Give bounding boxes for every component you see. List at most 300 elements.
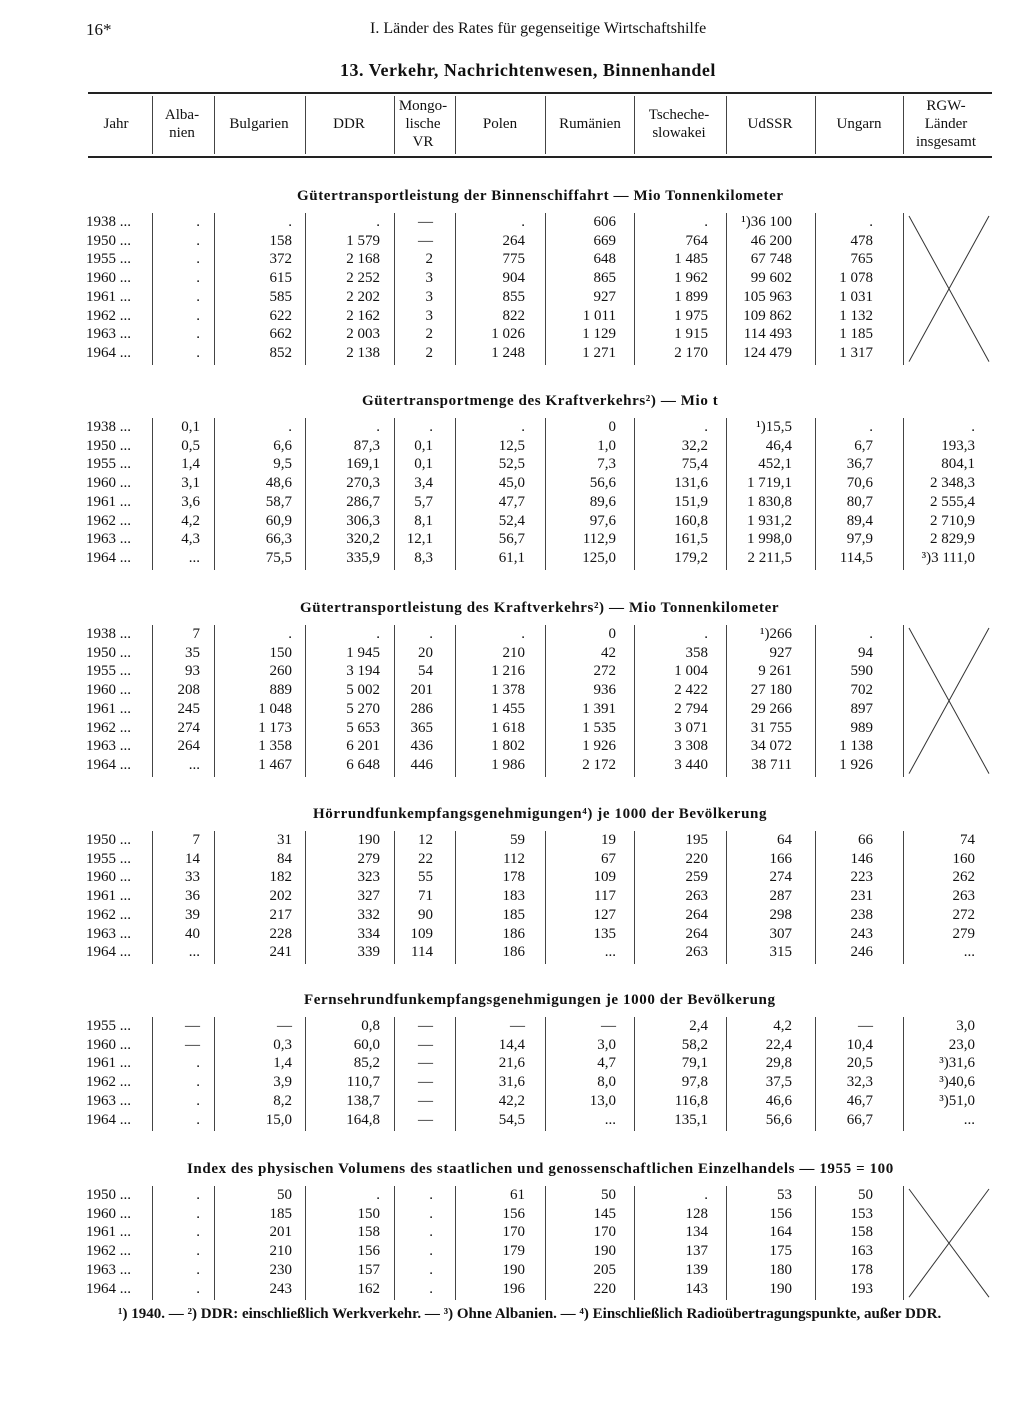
table-cell-mon: 2 (425, 344, 433, 361)
table-cell-alb: 35 (185, 644, 200, 661)
table-cell-mon: — (418, 232, 433, 249)
row-year: 1963 ... (86, 326, 131, 343)
table-cell-ddr: . (376, 1187, 380, 1203)
table-cell-tsc: 3 308 (674, 738, 708, 755)
table-cell-rum: 936 (593, 682, 616, 699)
header-separator (634, 96, 635, 154)
table-cell-alb: 3,6 (181, 493, 200, 510)
table-cell-rum: 927 (593, 288, 616, 305)
table-cell-ung: 478 (850, 232, 873, 249)
table-cell-rum: 7,3 (597, 456, 616, 473)
table-cell-tsc: 264 (685, 906, 708, 923)
row-year: 1964 ... (86, 1111, 131, 1128)
table-cell-mon: 20 (418, 644, 433, 661)
table-cell-pol: — (510, 1018, 525, 1034)
table-cell-rum: 8,0 (597, 1074, 616, 1091)
table-cell-rgw: ... (963, 944, 975, 961)
table-cell-alb: ... (188, 549, 200, 566)
row-year: 1950 ... (86, 644, 131, 661)
table-cell-alb: . (196, 326, 200, 343)
table-cell-pol: 1 026 (491, 326, 525, 343)
table-cell-mon: 446 (410, 756, 433, 773)
table-cell-rum: 1 271 (582, 344, 616, 361)
table-cell-rgw: 263 (952, 888, 975, 905)
table-cell-uds: ¹)266 (760, 626, 792, 642)
header-separator (455, 96, 456, 154)
table-cell-ddr: 60,0 (353, 1036, 380, 1053)
table-cell-pol: 12,5 (498, 437, 525, 454)
row-year: 1955 ... (86, 251, 131, 268)
table-cell-rgw: 279 (952, 925, 975, 942)
table-cell-ddr: 157 (357, 1261, 380, 1278)
row-year: 1938 ... (86, 419, 131, 435)
table-cell-tsc: 1 004 (674, 663, 708, 680)
table-cell-rgw: 74 (960, 832, 975, 848)
table-cell-ddr: 1 579 (346, 232, 380, 249)
table-cell-ddr: 6 648 (346, 756, 380, 773)
table-cell-tsc: 2 422 (674, 682, 708, 699)
not-applicable-cross (905, 1187, 995, 1299)
table-cell-mon: 365 (410, 719, 433, 736)
header-separator (726, 96, 727, 154)
table-cell-mon: — (418, 1036, 433, 1053)
table-cell-bul: 15,0 (265, 1111, 292, 1128)
table-cell-alb: . (196, 344, 200, 361)
table-cell-alb: . (196, 1261, 200, 1278)
row-year: 1962 ... (86, 906, 131, 923)
table-cell-ddr: 150 (357, 1205, 380, 1222)
table-cell-bul: 185 (269, 1205, 292, 1222)
table-cell-uds: 1 719,1 (747, 475, 792, 492)
column-separator (545, 213, 546, 365)
table-cell-tsc: 1 962 (674, 270, 708, 287)
running-head: I. Länder des Rates für gegenseitige Wirtschaftshilfe (370, 20, 707, 37)
table-cell-alb: 0,1 (181, 419, 200, 435)
table-cell-pol: 1 802 (491, 738, 525, 755)
table-cell-rum: 0 (608, 626, 616, 642)
table-cell-uds: 298 (769, 906, 792, 923)
section-title: Gütertransportleistung der Binnenschiffahrt — Mio Tonnenkilometer (297, 188, 784, 204)
table-cell-rum: 865 (593, 270, 616, 287)
table-cell-uds: 31 755 (750, 719, 792, 736)
table-cell-rum: 1 011 (582, 307, 616, 324)
table-cell-mon: 5,7 (414, 493, 433, 510)
table-cell-tsc: 263 (685, 944, 708, 961)
table-cell-tsc: 137 (685, 1243, 708, 1260)
table-cell-alb: . (196, 1224, 200, 1241)
column-separator (152, 625, 153, 777)
table-cell-ung: 1 078 (839, 270, 873, 287)
header-separator (545, 96, 546, 154)
table-cell-rum: 89,6 (589, 493, 616, 510)
table-cell-bul: 1 048 (258, 700, 292, 717)
table-cell-uds: 190 (769, 1280, 792, 1297)
table-cell-tsc: 2 170 (674, 344, 708, 361)
table-cell-tsc: 97,8 (681, 1074, 708, 1091)
table-cell-mon: — (418, 1111, 433, 1128)
table-cell-uds: 452,1 (758, 456, 792, 473)
table-cell-pol: 1 455 (491, 700, 525, 717)
column-separator (634, 418, 635, 570)
header-top-rule (88, 92, 992, 94)
table-cell-mon: . (429, 1280, 433, 1297)
table-cell-rgw: 804,1 (941, 456, 975, 473)
table-cell-pol: . (521, 214, 525, 230)
table-cell-bul: 852 (269, 344, 292, 361)
table-cell-uds: 109 862 (743, 307, 792, 324)
table-cell-uds: 53 (777, 1187, 792, 1203)
table-cell-pol: 56,7 (498, 531, 525, 548)
table-cell-bul: 615 (269, 270, 292, 287)
table-cell-alb: 0,5 (181, 437, 200, 454)
column-separator (152, 418, 153, 570)
table-cell-pol: 1 618 (491, 719, 525, 736)
table-cell-bul: 1,4 (273, 1055, 292, 1072)
table-cell-pol: 1 216 (491, 663, 525, 680)
row-year: 1950 ... (86, 232, 131, 249)
footnote: ¹) 1940. — ²) DDR: einschließlich Werkverkehr. — ³) Ohne Albanien. — ⁴) Einschließlich Radioübertragungspunkte, außer DDR. (118, 1306, 942, 1322)
table-cell-pol: 186 (502, 925, 525, 942)
column-separator (214, 418, 215, 570)
table-cell-bul: 889 (269, 682, 292, 699)
table-cell-pol: 179 (502, 1243, 525, 1260)
table-cell-ddr: 270,3 (346, 475, 380, 492)
column-separator (634, 213, 635, 365)
table-cell-mon: — (418, 1092, 433, 1109)
table-cell-mon: . (429, 1187, 433, 1203)
column-header-ddr: DDR (333, 116, 365, 132)
table-cell-alb: 3,1 (181, 475, 200, 492)
table-cell-uds: 46,4 (765, 437, 792, 454)
table-cell-pol: 904 (502, 270, 525, 287)
column-separator (726, 213, 727, 365)
table-cell-uds: 46 200 (750, 232, 792, 249)
table-cell-rgw: 262 (952, 869, 975, 886)
table-cell-alb: 36 (185, 888, 200, 905)
table-cell-pol: 61 (510, 1187, 525, 1203)
table-cell-uds: 2 211,5 (747, 549, 792, 566)
table-cell-alb: 208 (177, 682, 200, 699)
table-cell-rum: 1,0 (597, 437, 616, 454)
table-cell-rum: 1 535 (582, 719, 616, 736)
table-cell-ddr: 5 270 (346, 700, 380, 717)
table-cell-rgw: ³)51,0 (939, 1092, 975, 1109)
table-cell-ddr: 2 252 (346, 270, 380, 287)
column-separator (726, 625, 727, 777)
table-cell-ddr: 164,8 (346, 1111, 380, 1128)
table-cell-mon: 114 (411, 944, 433, 961)
table-cell-tsc: . (704, 1187, 708, 1203)
table-cell-tsc: 131,6 (674, 475, 708, 492)
table-cell-alb: . (196, 232, 200, 249)
table-cell-tsc: 264 (685, 925, 708, 942)
table-cell-uds: 274 (769, 869, 792, 886)
table-cell-bul: 201 (269, 1224, 292, 1241)
table-cell-alb: ... (188, 944, 200, 961)
table-cell-ddr: . (376, 419, 380, 435)
column-header-mon: Mongo- lische VR (398, 98, 448, 150)
table-cell-uds: 34 072 (750, 738, 792, 755)
table-cell-mon: 2 (425, 326, 433, 343)
table-cell-uds: 9 261 (758, 663, 792, 680)
row-year: 1961 ... (86, 493, 131, 510)
table-cell-rgw: 272 (952, 906, 975, 923)
table-cell-mon: 12 (418, 832, 433, 848)
column-header-uds: UdSSR (747, 116, 793, 132)
column-header-bul: Bulgarien (229, 116, 289, 132)
column-separator (815, 418, 816, 570)
table-cell-rum: 109 (593, 869, 616, 886)
header-separator (903, 96, 904, 154)
column-separator (455, 1017, 456, 1131)
table-cell-tsc: 3 440 (674, 756, 708, 773)
row-year: 1960 ... (86, 869, 131, 886)
table-cell-ung: 158 (850, 1224, 873, 1241)
table-cell-rum: 4,7 (597, 1055, 616, 1072)
table-cell-bul: — (277, 1018, 292, 1034)
column-header-rum: Rumänien (559, 116, 621, 132)
table-cell-ddr: 0,8 (361, 1018, 380, 1034)
table-cell-ddr: 335,9 (346, 549, 380, 566)
table-cell-ddr: 306,3 (346, 512, 380, 529)
column-separator (394, 1017, 395, 1131)
table-cell-ung: 1 138 (839, 738, 873, 755)
table-cell-uds: 99 602 (750, 270, 792, 287)
row-year: 1950 ... (86, 437, 131, 454)
table-cell-alb: . (196, 1280, 200, 1297)
table-cell-ung: 66,7 (846, 1111, 873, 1128)
column-separator (394, 213, 395, 365)
table-cell-uds: 67 748 (750, 251, 792, 268)
table-cell-ung: 1 317 (839, 344, 873, 361)
table-cell-mon: 109 (410, 925, 433, 942)
table-cell-rgw: ... (963, 1111, 975, 1128)
column-separator (903, 1017, 904, 1131)
table-cell-mon: 55 (418, 869, 433, 886)
column-separator (903, 831, 904, 964)
table-cell-ung: 10,4 (846, 1036, 873, 1053)
row-year: 1955 ... (86, 1018, 131, 1034)
table-cell-mon: 436 (410, 738, 433, 755)
table-cell-uds: 164 (769, 1224, 792, 1241)
row-year: 1962 ... (86, 1243, 131, 1260)
column-header-ung: Ungarn (836, 116, 882, 132)
table-cell-ddr: 2 202 (346, 288, 380, 305)
table-cell-rgw: ³)31,6 (939, 1055, 975, 1072)
table-cell-ddr: 158 (357, 1224, 380, 1241)
table-cell-bul: 1 467 (258, 756, 292, 773)
table-cell-alb: 7 (192, 832, 200, 848)
table-cell-mon: 201 (410, 682, 433, 699)
table-cell-mon: 90 (418, 906, 433, 923)
table-cell-uds: 27 180 (750, 682, 792, 699)
table-cell-uds: 1 931,2 (747, 512, 792, 529)
table-cell-alb: 264 (177, 738, 200, 755)
column-separator (394, 1186, 395, 1300)
table-cell-bul: 75,5 (265, 549, 292, 566)
table-cell-ung: 80,7 (846, 493, 873, 510)
table-cell-mon: . (429, 1224, 433, 1241)
table-cell-pol: 1 248 (491, 344, 525, 361)
page-number: 16* (86, 20, 112, 39)
table-cell-bul: 243 (269, 1280, 292, 1297)
table-cell-pol: 42,2 (498, 1092, 525, 1109)
table-cell-pol: 112 (503, 850, 525, 867)
column-separator (903, 213, 904, 365)
table-title: 13. Verkehr, Nachrichtenwesen, Binnenhandel (340, 60, 716, 80)
column-separator (455, 213, 456, 365)
table-cell-ung: 1 031 (839, 288, 873, 305)
table-cell-rum: 220 (593, 1280, 616, 1297)
table-cell-tsc: . (704, 419, 708, 435)
table-cell-ddr: 156 (357, 1243, 380, 1260)
table-cell-alb: ... (188, 756, 200, 773)
table-cell-rum: ... (604, 944, 616, 961)
table-cell-bul: 150 (269, 644, 292, 661)
column-separator (634, 625, 635, 777)
table-cell-ddr: 190 (357, 832, 380, 848)
table-cell-rgw: 160 (952, 850, 975, 867)
table-cell-uds: ¹)36 100 (741, 214, 792, 230)
table-cell-rgw: 2 555,4 (930, 493, 975, 510)
table-cell-ddr: 320,2 (346, 531, 380, 548)
table-cell-tsc: 2 794 (674, 700, 708, 717)
table-cell-ddr: 87,3 (353, 437, 380, 454)
table-cell-tsc: 58,2 (681, 1036, 708, 1053)
table-cell-tsc: 3 071 (674, 719, 708, 736)
column-header-alb: Alba- nien (164, 107, 200, 141)
table-cell-mon: 12,1 (406, 531, 433, 548)
table-cell-ung: 590 (850, 663, 873, 680)
table-cell-mon: . (429, 1205, 433, 1222)
table-cell-ung: 1 185 (839, 326, 873, 343)
table-cell-ung: 20,5 (846, 1055, 873, 1072)
table-cell-alb: — (185, 1018, 200, 1034)
table-cell-mon: 3 (425, 288, 433, 305)
table-cell-ung: 163 (850, 1243, 873, 1260)
table-cell-alb: . (196, 1205, 200, 1222)
table-cell-alb: . (196, 307, 200, 324)
table-cell-rum: 125,0 (582, 549, 616, 566)
table-cell-alb: . (196, 1074, 200, 1091)
table-cell-rum: 145 (593, 1205, 616, 1222)
table-cell-alb: 40 (185, 925, 200, 942)
table-cell-alb: 39 (185, 906, 200, 923)
table-cell-rum: 13,0 (589, 1092, 616, 1109)
column-separator (545, 1186, 546, 1300)
table-cell-ung: 146 (850, 850, 873, 867)
table-cell-tsc: 79,1 (681, 1055, 708, 1072)
table-cell-rum: 50 (601, 1187, 616, 1203)
table-cell-ddr: 169,1 (346, 456, 380, 473)
column-separator (634, 1186, 635, 1300)
table-cell-bul: 182 (269, 869, 292, 886)
table-cell-rum: 0 (608, 419, 616, 435)
table-cell-mon: 3 (425, 270, 433, 287)
table-cell-uds: 105 963 (743, 288, 792, 305)
row-year: 1955 ... (86, 456, 131, 473)
column-separator (903, 418, 904, 570)
not-applicable-cross (905, 214, 995, 364)
table-cell-bul: 31 (277, 832, 292, 848)
table-cell-rum: — (601, 1018, 616, 1034)
column-separator (634, 1017, 635, 1131)
column-header-tsc: Tscheche- slowakei (648, 107, 710, 141)
table-cell-ung: 6,7 (854, 437, 873, 454)
column-separator (305, 1017, 306, 1131)
table-cell-bul: 662 (269, 326, 292, 343)
table-cell-bul: 60,9 (265, 512, 292, 529)
table-cell-ddr: 162 (357, 1280, 380, 1297)
table-cell-pol: 52,4 (498, 512, 525, 529)
table-cell-alb: . (196, 270, 200, 287)
row-year: 1962 ... (86, 1074, 131, 1091)
table-cell-tsc: . (704, 214, 708, 230)
table-cell-mon: . (429, 419, 433, 435)
table-cell-uds: 29 266 (750, 700, 792, 717)
table-cell-uds: 307 (769, 925, 792, 942)
table-cell-pol: 178 (502, 869, 525, 886)
column-separator (545, 625, 546, 777)
row-year: 1962 ... (86, 307, 131, 324)
table-cell-bul: 8,2 (273, 1092, 292, 1109)
table-cell-uds: 64 (777, 832, 792, 848)
table-cell-ddr: 1 945 (346, 644, 380, 661)
table-cell-tsc: 263 (685, 888, 708, 905)
table-cell-ddr: 279 (357, 850, 380, 867)
table-cell-pol: 156 (502, 1205, 525, 1222)
table-cell-alb: 4,2 (181, 512, 200, 529)
table-cell-ung: 89,4 (846, 512, 873, 529)
table-cell-alb: . (196, 1111, 200, 1128)
table-cell-mon: — (418, 214, 433, 230)
table-cell-pol: 190 (502, 1261, 525, 1278)
table-cell-pol: 210 (502, 644, 525, 661)
table-cell-ung: 36,7 (846, 456, 873, 473)
table-cell-rum: 170 (593, 1224, 616, 1241)
table-cell-rum: 19 (601, 832, 616, 848)
table-cell-bul: 1 173 (258, 719, 292, 736)
table-cell-pol: 45,0 (498, 475, 525, 492)
row-year: 1961 ... (86, 1224, 131, 1241)
table-cell-tsc: 75,4 (681, 456, 708, 473)
table-cell-alb: 4,3 (181, 531, 200, 548)
table-cell-pol: 47,7 (498, 493, 525, 510)
table-cell-uds: ¹)15,5 (756, 419, 792, 435)
column-separator (726, 1186, 727, 1300)
column-separator (394, 625, 395, 777)
table-cell-alb: . (196, 1243, 200, 1260)
table-cell-ung: 243 (850, 925, 873, 942)
table-cell-bul: 50 (277, 1187, 292, 1203)
row-year: 1960 ... (86, 475, 131, 492)
table-cell-mon: 3,4 (414, 475, 433, 492)
table-cell-alb: 1,4 (181, 456, 200, 473)
table-cell-bul: 585 (269, 288, 292, 305)
table-cell-mon: 8,3 (414, 549, 433, 566)
table-cell-pol: 52,5 (498, 456, 525, 473)
table-cell-bul: 372 (269, 251, 292, 268)
table-cell-ung: 246 (850, 944, 873, 961)
table-cell-ung: 231 (850, 888, 873, 905)
table-cell-mon: 286 (410, 700, 433, 717)
table-cell-mon: 3 (425, 307, 433, 324)
table-cell-ung: 702 (850, 682, 873, 699)
table-cell-tsc: 116,8 (674, 1092, 708, 1109)
table-cell-ung: 897 (850, 700, 873, 717)
table-cell-alb: . (196, 214, 200, 230)
table-cell-mon: . (429, 1243, 433, 1260)
